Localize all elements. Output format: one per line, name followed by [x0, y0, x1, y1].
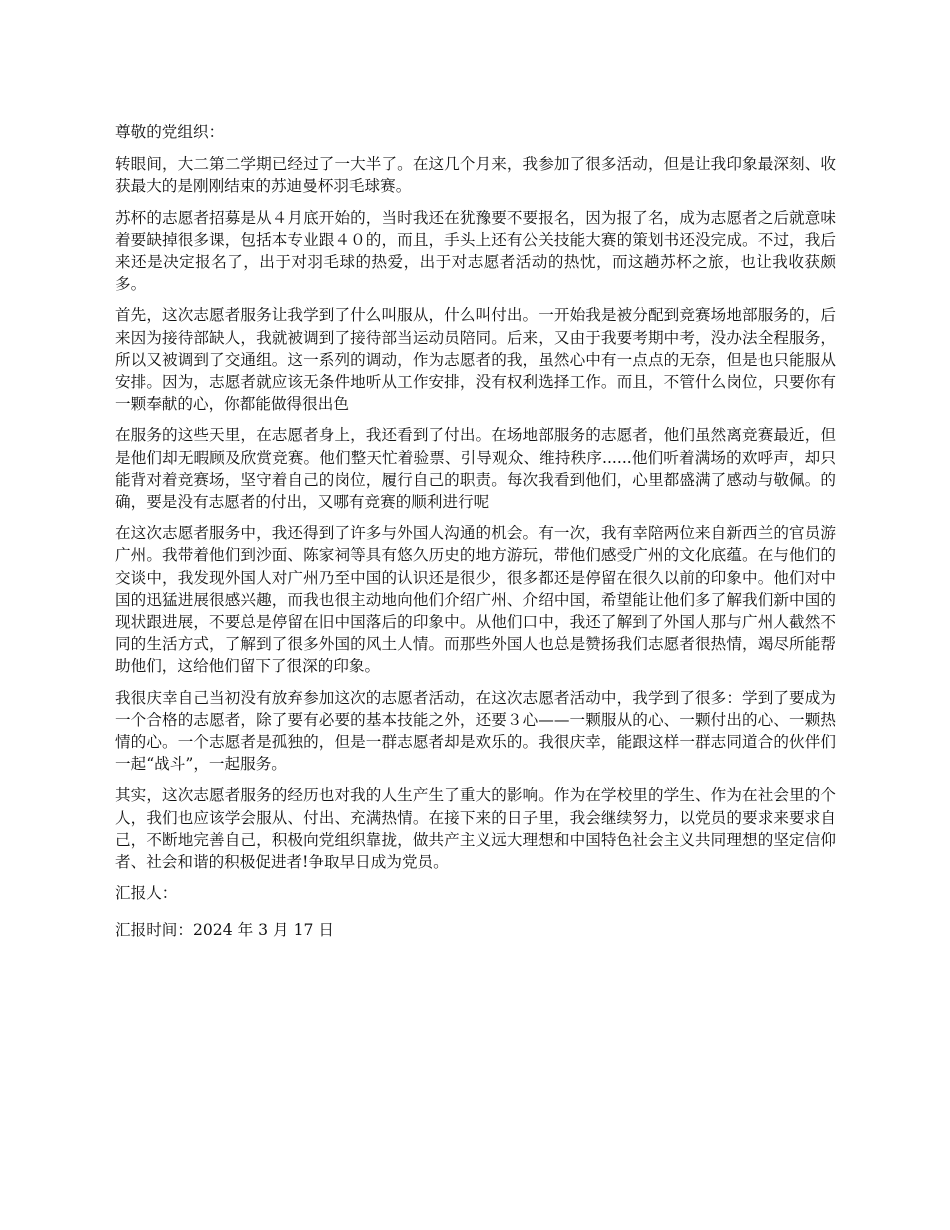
- paragraph-obedience: 首先，这次志愿者服务让我学到了什么叫服从，什么叫付出。一开始我是被分配到竞赛场地部服务的，后来因为接待部缺人，我就被调到了接待部当运动员陪同。后来，又由于我要考期中考，没办法全程服务，所以又被调到了交通组。这一系列的调动，作为志愿者的我，虽然心中有一点点的无奈，但是也只能服从安排。因为，志愿者就应该无条件地听从工作安排，没有权利选择工作。而且，不管什么岗位，只要你有一颗奉献的心，你都能做得很出色: [115, 306, 836, 414]
- paragraph-recruitment: 苏杯的志愿者招募是从４月底开始的，当时我还在犹豫要不要报名，因为报了名，成为志愿者之后就意味着要缺掉很多课，包括本专业跟４０的，而且，手头上还有公关技能大赛的策划书还没完成。不过，我后来还是决定报名了，出于对羽毛球的热爱，出于对志愿者活动的热忱，而这趟苏杯之旅，也让我收获颇多。: [115, 208, 836, 294]
- paragraph-foreigners: 在这次志愿者服务中，我还得到了许多与外国人沟通的机会。有一次，我有幸陪两位来自新西兰的官员游广州。我带着他们到沙面、陈家祠等具有悠久历史的地方游玩，带他们感受广州的文化底蕴。在与他们的交谈中，我发现外国人对广州乃至中国的认识还是很少，很多都还是停留在很久以前的印象中。他们对中国的迅猛进展很感兴趣，而我也很主动地向他们介绍广州、介绍中国，希望能让他们多了解我们新中国的现状跟进展，不要总是停留在旧中国落后的印象中。从他们口中，我还了解到了外国人那与广州人截然不同的生活方式，了解到了很多外国的风土人情。而那些外国人也总是赞扬我们志愿者很热情，竭尽所能帮助他们，这给他们留下了很深的印象。: [115, 524, 836, 676]
- paragraph-dedication: 在服务的这些天里，在志愿者身上，我还看到了付出。在场地部服务的志愿者，他们虽然离竞赛最近，但是他们却无暇顾及欣赏竞赛。他们整天忙着验票、引导观众、维持秩序......他们听着满场的欢呼声，却只能背对着竞赛场，坚守着自己的岗位，履行自己的职责。每次我看到他们，心里都盛满了感动与敬佩。的确，要是没有志愿者的付出，又哪有竞赛的顺利进行呢: [115, 426, 836, 512]
- paragraph-conclusion: 其实，这次志愿者服务的经历也对我的人生产生了重大的影响。作为在学校里的学生、作为在社会里的个人，我们也应该学会服从、付出、充满热情。在接下来的日子里，我会继续努力，以党员的要求来要求自己，不断地完善自己，积极向党组织靠拢，做共产主义远大理想和中国特色社会主义共同理想的坚定信仰者、社会和谐的积极促进者!争取早日成为党员。: [115, 786, 836, 872]
- report-date: 汇报时间：2024 年 3 月 17 日: [115, 920, 334, 939]
- paragraph-intro: 转眼间，大二第二学期已经过了一大半了。在这几个月来，我参加了很多活动，但是让我印象最深刻、收获最大的是刚刚结束的苏迪曼杯羽毛球赛。: [115, 155, 836, 196]
- reporter-line: 汇报人：: [115, 884, 178, 903]
- paragraph-gains: 我很庆幸自己当初没有放弃参加这次的志愿者活动，在这次志愿者活动中，我学到了很多：学到了要成为一个合格的志愿者，除了要有必要的基本技能之外，还要３心——一颗服从的心、一颗付出的心、一颗热情的心。一个志愿者是孤独的，但是一群志愿者却是欢乐的。我很庆幸，能跟这样一群志同道合的伙伴们一起“战斗”，一起服务。: [115, 688, 836, 774]
- salutation: 尊敬的党组织：: [115, 123, 225, 141]
- letter-document: [115, 121, 836, 950]
